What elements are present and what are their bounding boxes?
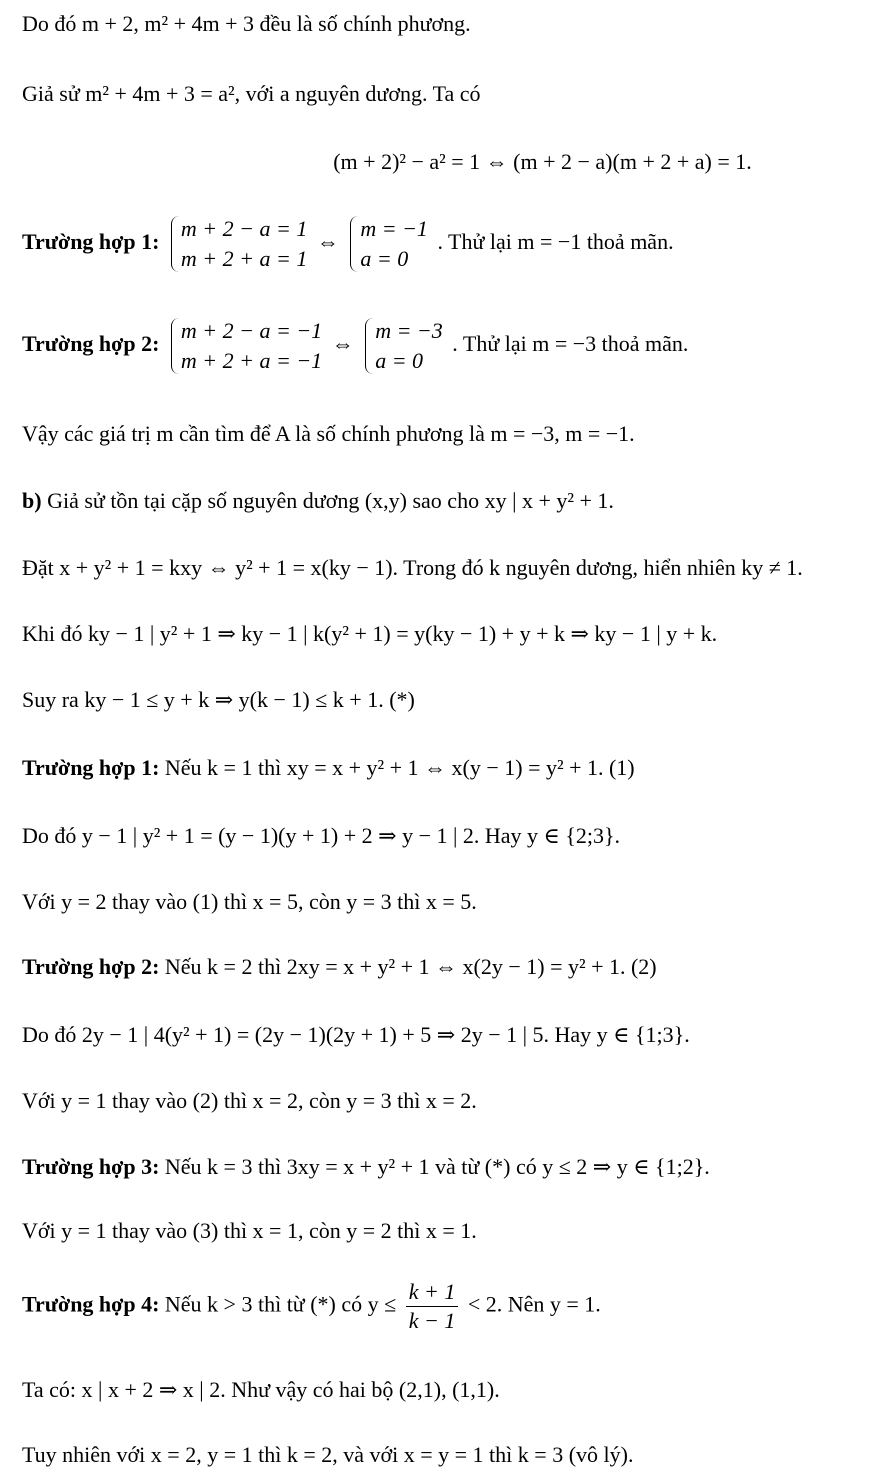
- case-1-sys-right-row1: m = −1: [360, 216, 428, 241]
- text-line-18: Với y = 1 thay vào (3) thì x = 1, còn y = 2 thì x = 1.: [22, 1218, 477, 1243]
- text-line-15: Do đó 2y − 1 | 4(y² + 1) = (2y − 1)(2y + 1) + 5 ⇒ 2y − 1 | 5. Hay y ∈ {1;3}.: [22, 1022, 690, 1047]
- case-2-system-left: [169, 316, 322, 376]
- text-line-21: Tuy nhiên với x = 2, y = 1 thì k = 2, và với x = y = 1 thì k = 3 (vô lý).: [22, 1442, 634, 1467]
- case-2-sys-left-row1: m + 2 − a = −1: [180, 318, 323, 343]
- text-line-7: [22, 487, 614, 515]
- case-1-sys-left-row2: m + 2 + a = 1: [180, 246, 308, 271]
- text-line-9: Khi đó ky − 1 | y² + 1 ⇒ ky − 1 | k(y² + 1) = y(ky − 1) + y + k ⇒ ky − 1 | y + k.: [22, 621, 718, 646]
- text-line-1: Do đó m + 2, m² + 4m + 3 đều là số chính phương.: [22, 11, 471, 36]
- case-2-equiv-symbol: ⇔: [331, 331, 354, 357]
- case-2-label: Trường hợp 2:: [22, 331, 160, 357]
- text-line-19-pre: Nếu k > 3 thì từ (*) có y ≤: [159, 1291, 397, 1317]
- text-line-8: Đặt x + y² + 1 = kxy ⇔ y² + 1 = x(ky − 1). Trong đó k nguyên dương, hiển nhiên ky ≠ 1.: [22, 555, 803, 580]
- text-line-7-body: Giả sử tồn tại cặp số nguyên dương (x,y) sao cho xy | x + y² + 1.: [41, 488, 614, 513]
- case-2-sys-left-row2: m + 2 + a = −1: [180, 348, 323, 373]
- case-b4-label: Trường hợp 4:: [22, 1291, 160, 1317]
- case-2-line: [22, 316, 688, 376]
- case-b2-label: Trường hợp 2:: [22, 954, 160, 979]
- text-line-20: Ta có: x | x + 2 ⇒ x | 2. Như vậy có hai bộ (2,1), (1,1).: [22, 1377, 500, 1402]
- text-line-11: [22, 754, 635, 782]
- text-line-14: [22, 953, 657, 981]
- text-line-2: Giả sử m² + 4m + 3 = a², với a nguyên dương. Ta có: [22, 81, 481, 106]
- text-line-6: Vậy các giá trị m cần tìm để A là số chính phương là m = −3, m = −1.: [22, 421, 635, 446]
- part-b-label: b): [22, 488, 42, 513]
- case-2-tail: . Thử lại m = −3 thoả mãn.: [452, 331, 689, 357]
- equation-text: (m + 2)² − a² = 1 ⇔ (m + 2 − a)(m + 2 + a) = 1.: [333, 149, 752, 174]
- case-1-line: [22, 214, 674, 274]
- case-1-sys-left-row1: m + 2 − a = 1: [180, 216, 308, 241]
- case-1-label: Trường hợp 1:: [22, 229, 160, 255]
- text-line-17: [22, 1153, 710, 1181]
- case-1-system-right: [348, 214, 428, 274]
- fraction: [406, 1278, 459, 1335]
- case-2-system-right: [363, 316, 443, 376]
- text-line-14-body: Nếu k = 2 thì 2xy = x + y² + 1 ⇔ x(2y − 1) = y² + 1. (2): [159, 954, 657, 979]
- case-1-tail: . Thử lại m = −1 thoả mãn.: [437, 229, 674, 255]
- text-line-17-body: Nếu k = 3 thì 3xy = x + y² + 1 và từ (*) có y ≤ 2 ⇒ y ∈ {1;2}.: [159, 1154, 710, 1179]
- text-line-19: [22, 1278, 601, 1335]
- text-line-16: Với y = 1 thay vào (2) thì x = 2, còn y = 3 thì x = 2.: [22, 1088, 477, 1113]
- text-line-12: Do đó y − 1 | y² + 1 = (y − 1)(y + 1) + 2 ⇒ y − 1 | 2. Hay y ∈ {2;3}.: [22, 823, 621, 848]
- text-line-13: Với y = 2 thay vào (1) thì x = 5, còn y = 3 thì x = 5.: [22, 889, 477, 914]
- equation-line-3: [0, 148, 895, 176]
- fraction-denominator: k − 1: [408, 1308, 456, 1333]
- case-b1-label: Trường hợp 1:: [22, 755, 160, 780]
- fraction-numerator: k + 1: [406, 1278, 459, 1307]
- text-line-11-body: Nếu k = 1 thì xy = x + y² + 1 ⇔ x(y − 1) = y² + 1. (1): [159, 755, 635, 780]
- case-1-sys-right-row2: a = 0: [360, 246, 409, 271]
- case-b3-label: Trường hợp 3:: [22, 1154, 160, 1179]
- text-line-10: Suy ra ky − 1 ≤ y + k ⇒ y(k − 1) ≤ k + 1. (*): [22, 687, 415, 712]
- case-1-system-left: [169, 214, 307, 274]
- case-2-sys-right-row1: m = −3: [375, 318, 443, 343]
- case-2-sys-right-row2: a = 0: [375, 348, 424, 373]
- case-1-equiv-symbol: ⇔: [316, 229, 339, 255]
- text-line-19-post: < 2. Nên y = 1.: [467, 1291, 601, 1317]
